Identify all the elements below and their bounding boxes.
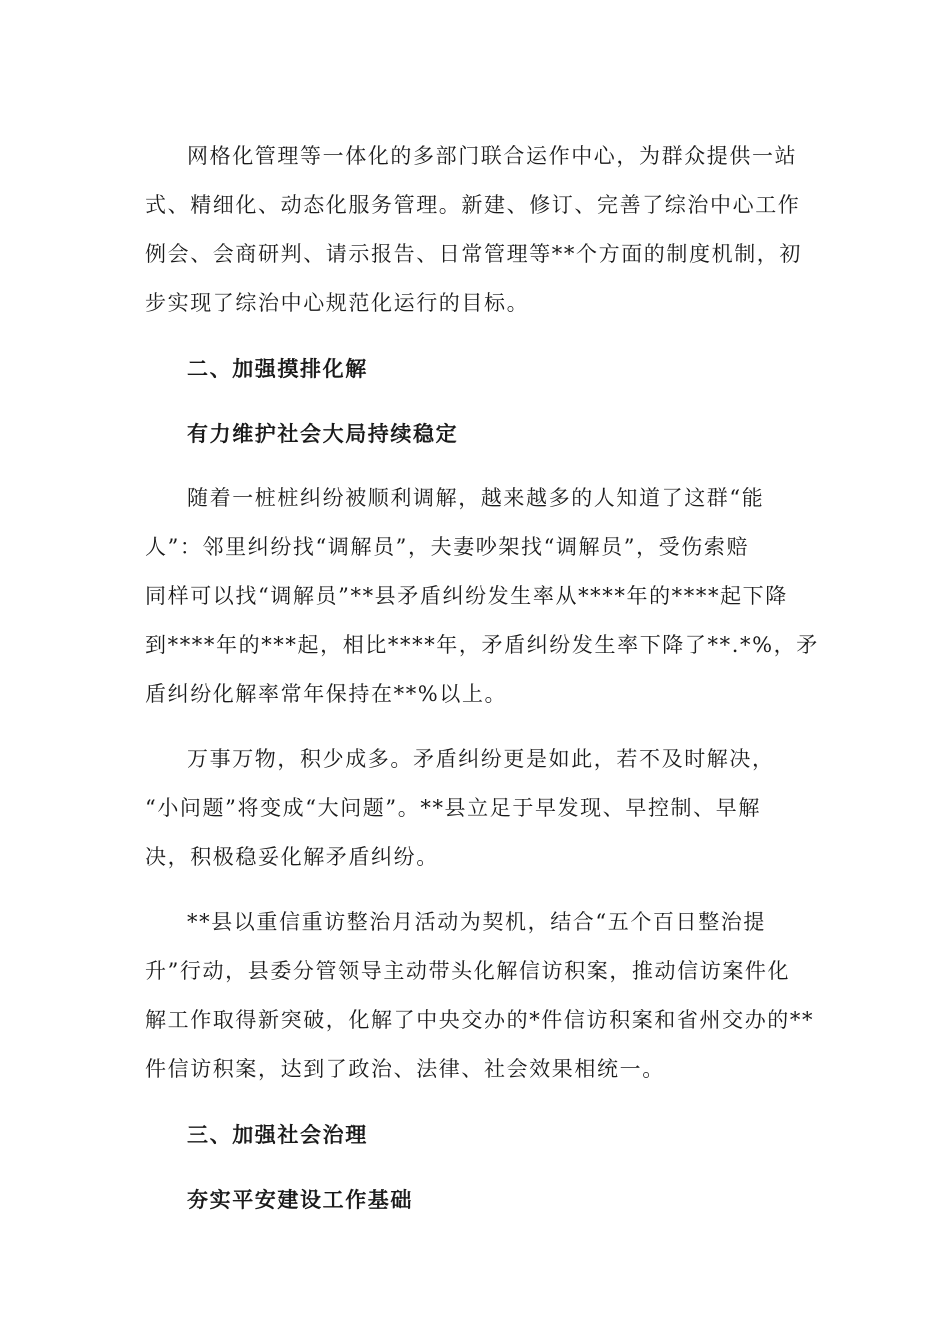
spacer [145,393,805,409]
paragraph-line: 网格化管理等一体化的多部门联合运作中心，为群众提供一站 [187,144,798,168]
paragraph-line: 同样可以找“调解员”**县矛盾纠纷发生率从****年的****起下降 [145,584,788,608]
paragraph-line: **县以重信重访整治月活动为契机，结合“五个百日整治提 [187,910,766,934]
section-subheading-2: 有力维护社会大局持续稳定 [187,421,459,446]
section-heading-2: 二、加强摸排化解 [187,356,368,381]
paragraph-line: “小问题”将变成“大问题”。**县立足于早发现、早控制、早解 [145,796,761,820]
paragraph-line: 解工作取得新突破，化解了中央交办的*件信访积案和省州交办的** [145,1008,815,1032]
paragraph-line: 盾纠纷化解率常年保持在**%以上。 [145,682,508,706]
paragraph-line: 步实现了综治中心规范化运行的目标。 [145,291,530,315]
spacer [145,458,805,474]
paragraph-line: 例会、会商研判、请示报告、日常管理等**个方面的制度机制，初 [145,242,802,266]
spacer [145,719,805,735]
spacer [145,1159,805,1175]
paragraph-intro [145,132,805,328]
paragraph-line: 人”：邻里纠纷找“调解员”，夫妻吵架找“调解员”，受伤索赔 [145,535,750,559]
section-heading-3: 三、加强社会治理 [187,1122,368,1147]
paragraph-petition [145,898,815,1094]
paragraph-line: 万事万物，积少成多。矛盾纠纷更是如此，若不及时解决， [187,747,775,771]
section-subheading-3: 夯实平安建设工作基础 [187,1187,413,1212]
spacer [145,1094,805,1110]
paragraph-line: 决，积极稳妥化解矛盾纠纷。 [145,845,439,869]
spacer [145,328,805,344]
document-body [145,132,819,1224]
paragraph-line: 件信访积案，达到了政治、法律、社会效果相统一。 [145,1057,665,1081]
paragraph-line: 式、精细化、动态化服务管理。新建、修订、完善了综治中心工作 [145,193,801,217]
paragraph-mediation [145,474,819,719]
paragraph-line: 到****年的***起，相比****年，矛盾纠纷发生率下降了**.*%，矛 [145,633,819,657]
paragraph-accumulate [145,735,805,882]
paragraph-line: 随着一桩桩纠纷被顺利调解，越来越多的人知道了这群“能 [187,486,765,510]
paragraph-line: 升”行动，县委分管领导主动带头化解信访积案，推动信访案件化 [145,959,791,983]
spacer [145,882,805,898]
